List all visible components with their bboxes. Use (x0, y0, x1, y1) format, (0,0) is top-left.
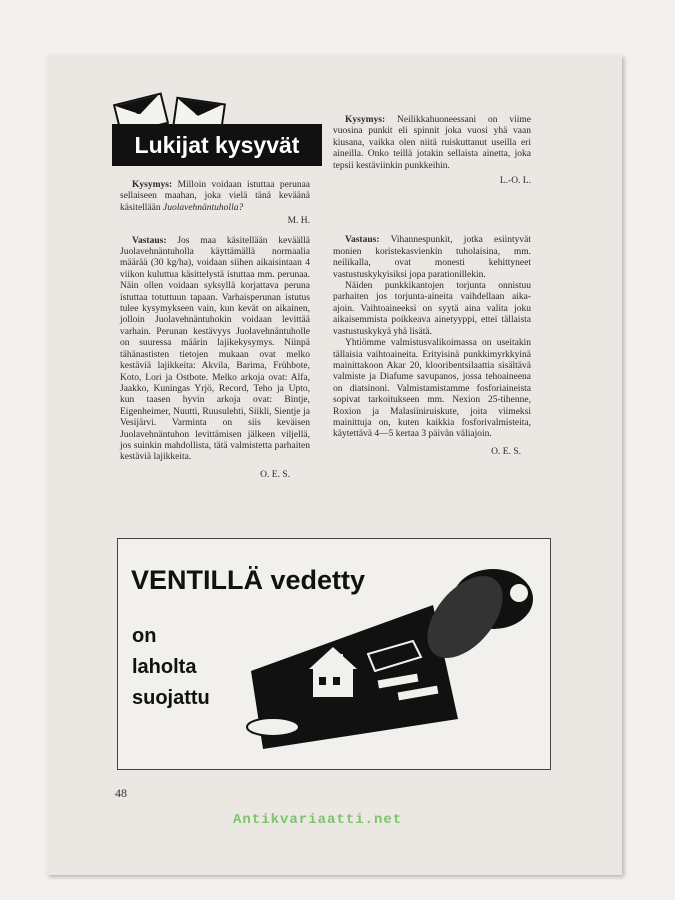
question-paragraph: Kysymys: Neilikkahuoneessani on viime vuosina punkit eli spinnit joka vuosi yhä vaan kiusana, vaikka olen niitä ruiskuttanut useilla eri aineilla. Onko teillä jotakin sellaista ainetta, joka tepsii kestäviinkin punkkeihin. (333, 115, 531, 171)
ad-line-2: laholta (132, 656, 197, 678)
question-signature: M. H. (287, 216, 310, 227)
left-column (120, 180, 310, 481)
column-title: Lukijat kysyvät (112, 124, 322, 166)
answer-signature: O. E. S. (260, 469, 290, 480)
question-signature: L.-O. L. (499, 176, 531, 187)
right-column (333, 115, 531, 458)
answer-paragraph: Yhtiömme valmistusvalikoimassa on useitakin tällaisia vaihtoaineita. Erityisinä punkkimyrkkyinä mainittakoon Akar 20, klooribentsilaattia sisältävä valmiste ja Diafume savupanos, jossa tehoaineena on diatsinoni. Valmistamistamme fosforiaineista sopivat tarkoitukseen mm. Nexion 25-tihenne, Roxion ja Malasiiniruiskute, joita viimeksi mainittuja on, kuten kaikkia fosforivalmisteita, käytettävä 4—5 kertaa 3 päivän väliajoin. (333, 338, 531, 440)
watermark: Antikvariaatti.net (233, 812, 403, 828)
ad-illustration (233, 559, 545, 759)
answer-signature: O. E. S. (491, 446, 521, 457)
answer-paragraph: Näiden punkkikantojen torjunta onnistuu parhaiten jos torjunta-aineita vaihdellaan aika-ajoin. Vaihtoaineeksi on syytä aina valita joku aikaisemmista poikkeava ainetyyppi, ettei tällaista vastustuskykyä yhä lisätä. (333, 281, 531, 337)
ad-headline: VENTILLÄ vedetty (131, 565, 366, 595)
page-number: 48 (115, 786, 127, 800)
answer-paragraph: Vastaus: Jos maa käsitellään keväällä Juolavehnäntuholla käyttämällä normaalia määrää (30 kg/ha), voidaan siihen aikaisintaan 4 viikon kuluttua käsittelystä istuttaa mm. perunaa. Näin ollen voidaan syksyllä korjattava peruna istuttaa totuttuun tapaan. Varhaisperunan istutus tulee kysymykseen vain, kun kevät on aikainen, jolloin Juolavehnäntuhokin voidaan levittää varhain. Perunan kestävyys Juolavehnäntuholle on suuressa määrin lajikekysymys. Niinpä tähänastisten tietojen mukaan ovat melko kestäviä lajikkeita: Akvila, Barima, Frühbote, Koto, Lori ja Ostbote. Melko arkoja ovat: Alfa, Jaakko, Kuningas Yrjö, Record, Teho ja Upto, kun taasen hyvin arkoja ovat: Bintje, Eigenheimer, Nuutti, Ruusulehti, Siikli, Sientje ja Vesijärvi. Varminta on siis keväisen Juolavehnäntuhon levittämisen jälkeen viljellä, jos suinkin mahdollista, tätä valmistetta parhaiten kestäviä lajikkeita. (120, 235, 310, 463)
column-header (112, 98, 324, 168)
ad-line-1: on (132, 625, 157, 647)
envelope-icon: ? (113, 92, 169, 135)
answer-paragraph: Vastaus: Vihannespunkit, jotka esiintyvät monien koristekasvienkin tuholaisina, mm. neilikalla, ovat monesti kehittyneet vastustuskykyisiksi jopa parationillekin. (333, 235, 531, 280)
envelope-icon: ? (172, 97, 226, 136)
ad-line-3: suojattu (132, 687, 210, 709)
advertisement (117, 538, 551, 770)
brush-handle-icon (510, 584, 528, 602)
boat-icon (247, 718, 299, 736)
question-paragraph: Kysymys: Milloin voidaan istuttaa perunaa sellaiseen maahan, joka vielä tänä keväänä käsitellään Juolavehnäntuholla? (120, 180, 310, 213)
